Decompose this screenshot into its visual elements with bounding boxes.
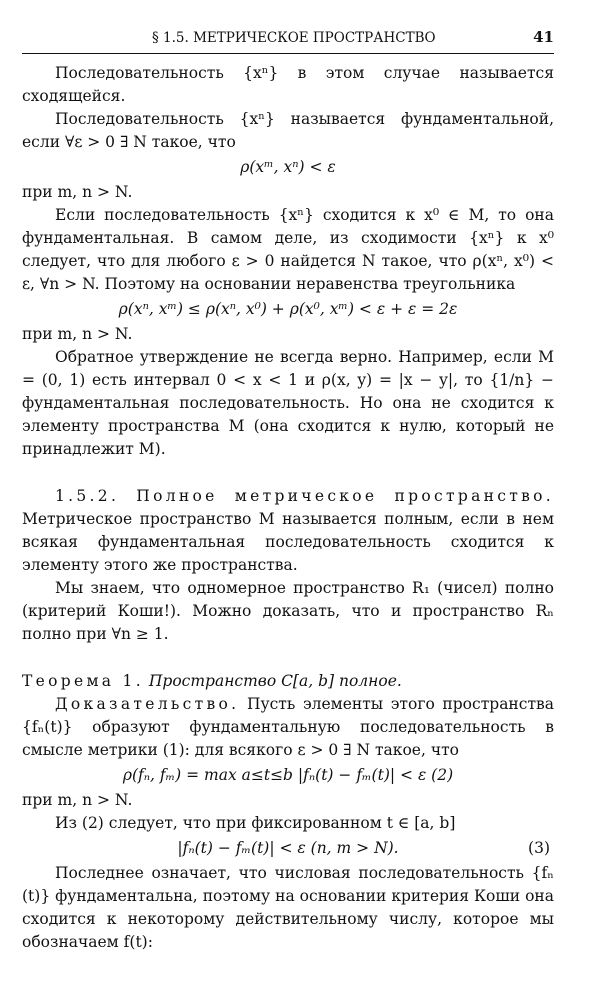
section-1-5-2 <box>22 485 554 577</box>
paragraph-convergent: Последовательность {xⁿ} в этом случае называется сходящейся. <box>22 64 554 105</box>
proof-body: Пусть элементы этого пространства {fₙ(t)} образуют фундаментальную последовательность в смысле метрики (1): для всякого ε > 0 ∃ N такое, что <box>22 695 554 759</box>
paragraph-condition-2: при m, n > N. <box>22 325 133 343</box>
theorem-1 <box>22 670 554 693</box>
formula-triangle-inequality: ρ(xⁿ, xᵐ) ≤ ρ(xⁿ, x⁰) + ρ(x⁰, xᵐ) < ε + ε = 2ε <box>118 300 458 318</box>
header-section-title: § 1.5. МЕТРИЧЕСКОЕ ПРОСТРАНСТВО <box>152 30 436 46</box>
proof <box>22 693 554 762</box>
formula-3-body: |fₙ(t) − fₘ(t)| < ε (n, m > N). <box>177 839 399 857</box>
theorem-gap <box>22 646 554 670</box>
formula-3 <box>22 837 554 860</box>
paragraph-condition: при m, n > N. <box>22 183 133 201</box>
formula-cauchy: ρ(xᵐ, xⁿ) < ε <box>240 158 336 176</box>
paragraph-completeness-rn: Мы знаем, что одномерное пространство R₁ (чисел) полно (критерий Коши!). Можно доказать, что и пространство Rₙ полно при ∀n ≥ 1. <box>22 579 554 643</box>
paragraph-counterexample: Обратное утверждение не всегда верно. Например, если M = (0, 1) есть интервал 0 < x < 1 и ρ(x, y) = |x − y|, то {1/n} − фундаментальная последовательность. Но она не сходится к элементу пространства M (она сходится к нулю, который не принадлежит M). <box>22 348 554 458</box>
section-heading: 1.5.2. Полное метрическое пространство. <box>55 487 554 505</box>
page-number: 41 <box>533 28 554 46</box>
running-header <box>22 26 554 54</box>
paragraph-fundamental-def: Последовательность {xⁿ} называется фундаментальной, если ∀ε > 0 ∃ N такое, что <box>22 110 554 151</box>
paragraph-cauchy-criterion: Последнее означает, что числовая последовательность {fₙ (t)} фундаментальна, поэтому на основании критерия Коши она сходится к некоторому действительному числу, которое мы обозначаем f(t): <box>22 864 554 951</box>
section-gap <box>22 461 554 485</box>
paragraph-fixed-t: Из (2) следует, что при фиксированном t ∈ [a, b] <box>55 814 456 832</box>
section-body: Метрическое пространство M называется полным, если в нем всякая фундаментальная последовательность сходится к элементу этого же пространства. <box>22 510 554 574</box>
formula-2-metric: ρ(fₙ, fₘ) = max a≤t≤b |fₙ(t) − fₘ(t)| < ε (2) <box>122 766 454 784</box>
paragraph-convergent-is-fundamental: Если последовательность {xⁿ} сходится к x⁰ ∈ M, то она фундаментальная. В самом деле, из сходимости {xⁿ} к x⁰ следует, что для любого ε > 0 найдется N такое, что ρ(xⁿ, x⁰) < ε, ∀n > N. Поэтому на основании неравенства треугольника <box>22 206 554 293</box>
proof-heading: Доказательство. <box>55 695 240 713</box>
book-page <box>22 26 554 954</box>
theorem-heading: Теорема 1. <box>22 672 144 690</box>
theorem-statement: Пространство C[a, b] полное. <box>148 672 402 690</box>
equation-number-3: (3) <box>528 839 550 857</box>
paragraph-condition-3: при m, n > N. <box>22 791 133 809</box>
